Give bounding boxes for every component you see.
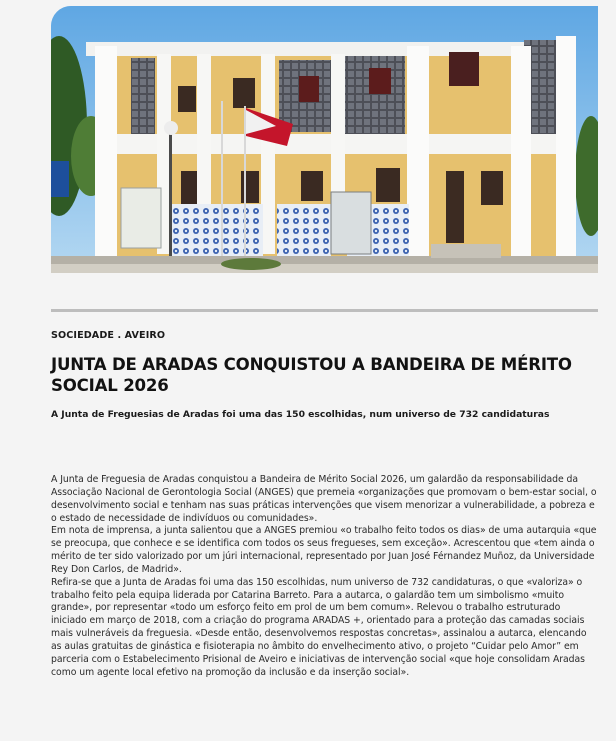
article-headline: JUNTA DE ARADAS CONQUISTOU A BANDEIRA DE MÉRITO SOCIAL 2026 [51, 355, 572, 395]
article-lead: A Junta de Freguesias de Aradas foi uma das 150 escolhidas, num universo de 732 candidaturas [51, 409, 550, 420]
article-paragraph: Refira-se que a Junta de Aradas foi uma das 150 escolhidas, num universo de 732 candidaturas, o que «valoriza» o trabalho feito pela equipa liderada por Catarina Barreto. Para a autarca, o galardão tem um simbolismo «muito grande», por representar «todo um esforço feito em prol de um bem comum». Relevou o trabalho estruturado iniciado em março de 2018, com a criação do programa ARADAS +, orientado para a proteção das camadas sociais mais vulneráveis da freguesia. «Desde então, desenvolvemos respostas concretas», assinalou a autarca, elencando as aulas gratuitas de ginástica e fisioterapia no âmbito do envelhecimento ativo, o projeto “Cuidar pelo Amor” em parceria com o Estabelecimento Prisional de Aveiro e iniciativas de intervenção social «que hoje consolidam Aradas como um agente local efetivo na promoção da inclusão e da inserção social». [51, 576, 587, 678]
article-photo [51, 6, 598, 273]
section-divider [51, 309, 598, 312]
article-category[interactable]: SOCIEDADE . AVEIRO [51, 330, 166, 341]
article-body [51, 474, 598, 680]
article-paragraph: Em nota de imprensa, a junta salientou que a ANGES premiou «o trabalho feito todos os dias» de uma autarquia «que se preocupa, que conhece e se identifica com todos os seus fregueses, sem exceção». Acrescentou que «tem ainda o mérito de ter sido valorizado por um júri internacional, representado por Juan José Férnandez Muñoz, da Universidade Rey Don Carlos, de Madrid». [51, 525, 597, 575]
article-paragraph: A Junta de Freguesia de Aradas conquistou a Bandeira de Mérito Social 2026, um galardão da responsabilidade da Associação Nacional de Gerontologia Social (ANGES) que premeia «organizações que promovam o bem-estar social, o desenvolvimento social e tenham nas suas práticas intervenções que visem menorizar a vulnerabilidade, a pobreza e o estado de necessidade de indivíduos ou comunidades». [51, 474, 597, 524]
